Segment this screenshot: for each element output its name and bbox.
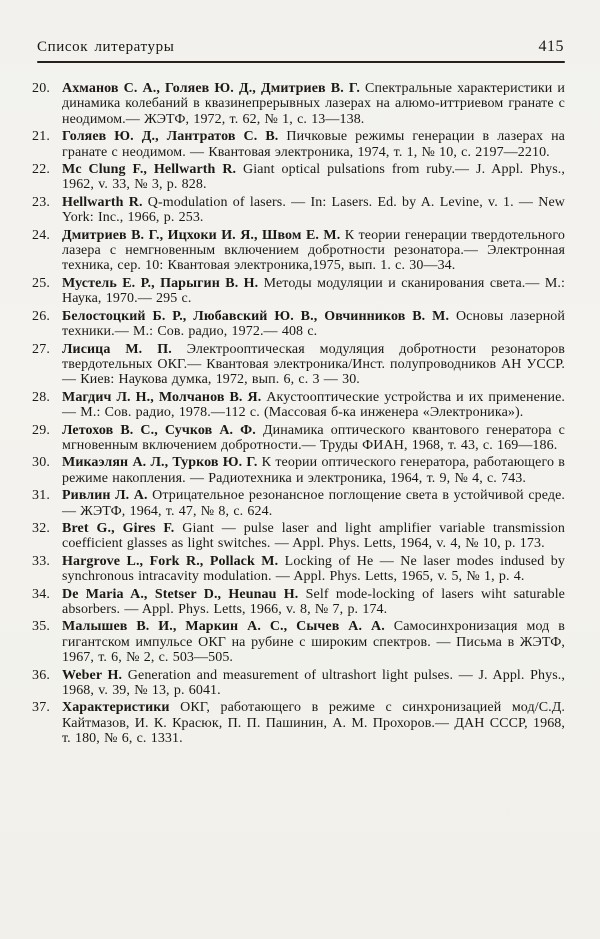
reference-entry (32, 700, 565, 747)
reference-number: 32. (32, 520, 51, 536)
reference-number: 36. (32, 667, 51, 683)
running-head-title: Список литературы (37, 39, 175, 55)
reference-text: Q-modulation of lasers. — In: Lasers. Ed. by A. Levine, v. 1. — New York: Inc., 1966, p. 253. (62, 194, 565, 226)
reference-authors: Характеристики (62, 700, 170, 716)
reference-number: 23. (32, 194, 51, 210)
reference-number: 35. (32, 619, 51, 635)
reference-entry (32, 227, 565, 274)
reference-text: Giant optical pulsations from ruby.— J. Appl. Phys., 1962, v. 33, № 3, p. 828. (62, 162, 565, 193)
reference-text: К теории генерации твердотельного лазера с немгновенным включением добротности резонатора.— Электронная техника, сер. 10: Квантовая электроника,1975, вып. 1. с. 30—34. (62, 227, 565, 274)
reference-entry (32, 619, 565, 666)
reference-authors: Ривлин Л. А. (62, 488, 148, 504)
reference-number: 20. (32, 81, 51, 96)
reference-authors: Летохов В. С., Сучков А. Ф. (62, 422, 256, 438)
reference-number: 37. (32, 700, 51, 716)
reference-number: 33. (32, 553, 51, 569)
reference-text: Самосинхронизация мод в гигантском импульсе ОКГ на рубине с широким спектров. — Письма в ЖЭТФ, 1967, т. 6, № 2, с. 503—505. (62, 619, 565, 666)
reference-authors: Мустель Е. Р., Парыгин В. Н. (62, 275, 259, 291)
running-head (37, 38, 564, 56)
reference-authors: Ахманов С. А., Голяев Ю. Д., Дмитриев В. Г. (62, 81, 360, 96)
reference-entry (32, 488, 565, 519)
reference-authors: Weber H. (62, 667, 123, 683)
reference-number: 26. (32, 308, 51, 324)
reference-entry (32, 389, 565, 421)
reference-text: Спектральные характеристики и динамика колебаний в квазинепрерывных лазерах на алюмо-иттриевом гранате с неодимом.— ЖЭТФ, 1972, т. 62, № 1, с. 13—138. (62, 81, 565, 127)
reference-authors: Лисица М. П. (62, 341, 172, 357)
reference-authors: Bret G., Gires F. (62, 520, 175, 536)
reference-entry (32, 455, 565, 486)
reference-entry (32, 162, 565, 193)
reference-text: Generation and measurement of ultrashort light pulses. — J. Appl. Phys., 1968, v. 39, № 13, p. 6041. (62, 667, 565, 699)
reference-text: Электрооптическая модуляция добротности резонаторов твердотельных ОКГ.— Квантовая электроника/Инст. полупроводников АН УССР.— Киев: Наукова думка, 1972, вып. 6, с. 3 — 30. (62, 341, 565, 388)
reference-number: 24. (32, 227, 51, 243)
reference-text: К теории оптического генератора, работающего в режиме накопления. — Радиотехника и электроника, 1964, т. 9, № 4, с. 743. (62, 455, 565, 486)
reference-text: Отрицательное резонансное поглощение света в устойчивой среде. — ЖЭТФ, 1964, т. 47, № 8, с. 624. (62, 488, 565, 519)
reference-entry (32, 129, 565, 160)
reference-entry (32, 308, 565, 340)
reference-text: ОКГ, работающего в режиме с синхронизацией мод/С.Д. Кайтмазов, И. К. Красюк, П. П. Пашинин, А. М. Прохоров.— ДАН СССР, 1968, т. 180, № 6, с. 1331. (62, 700, 565, 747)
reference-text: Self mode-locking of lasers wiht saturable absorbers. — Appl. Phys. Letts, 1966, v. 8, № 7, p. 174. (62, 586, 565, 617)
reference-number: 25. (32, 275, 51, 291)
reference-authors: Магдич Л. Н., Молчанов В. Я. (62, 389, 262, 405)
reference-authors: Mc Clung F., Hellwarth R. (62, 162, 237, 178)
reference-authors: Hellwarth R. (62, 194, 143, 210)
reference-text: Акустооптические устройства и их применение.— М.: Сов. радио, 1978.—112 с. (Массовая б-ка инженера «Электроника»). (62, 389, 565, 421)
reference-authors: Белостоцкий Б. Р., Любавский Ю. В., Овчинников В. М. (62, 308, 450, 324)
reference-number: 21. (32, 129, 51, 145)
references-list (32, 81, 565, 749)
reference-number: 31. (32, 488, 51, 504)
reference-authors: Дмитриев В. Г., Ицхоки И. Я., Швом Е. М. (62, 227, 341, 243)
reference-number: 28. (32, 389, 51, 405)
reference-authors: Микаэлян А. Л., Турков Ю. Г. (62, 455, 258, 471)
reference-entry (32, 586, 565, 618)
reference-number: 27. (32, 341, 51, 357)
reference-number: 22. (32, 162, 51, 178)
reference-authors: Малышев В. И., Маркин А. С., Сычев А. А. (62, 619, 385, 635)
reference-number: 29. (32, 422, 51, 438)
reference-text: Giant — pulse laser and light amplifier variable transmission coefficient glasses as light switches. — Appl. Phys. Letts, 1964, v. 4, № 10, p. 173. (62, 520, 565, 552)
reference-entry (32, 553, 565, 585)
reference-text: Динамика оптического квантового генератора с мгновенным включением добротности.— Труды ФИАН, 1968, т. 43, с. 169—186. (62, 422, 565, 453)
page-number: 415 (538, 38, 564, 55)
reference-entry (32, 194, 565, 226)
reference-text: Пичковые режимы генерации в лазерах на гранате с неодимом. — Квантовая электроника, 1974, т. 1, № 10, с. 2197—2210. (62, 129, 565, 160)
reference-number: 34. (32, 586, 51, 602)
reference-entry (32, 341, 565, 388)
reference-entry (32, 275, 565, 307)
reference-text: Методы модуляции и сканирования света.— М.: Наука, 1970.— 295 с. (62, 275, 565, 307)
reference-text: Основы лазерной техники.— М.: Сов. радио, 1972.— 408 с. (62, 308, 565, 340)
reference-authors: Hargrove L., Fork R., Pollack M. (62, 553, 279, 569)
reference-text: Locking of He — Ne laser modes indused by synchronous intracavity modulation. — Appl. Phys. Letts, 1965, v. 5, № 1, p. 4. (62, 553, 565, 585)
reference-entry (32, 667, 565, 699)
reference-entry (32, 520, 565, 552)
reference-authors: Голяев Ю. Д., Лантратов С. В. (62, 129, 279, 145)
reference-entry (32, 422, 565, 454)
reference-entry (32, 81, 565, 127)
reference-authors: De Maria A., Stetser D., Heunau H. (62, 586, 299, 602)
header-rule (37, 61, 565, 63)
reference-number: 30. (32, 455, 51, 471)
